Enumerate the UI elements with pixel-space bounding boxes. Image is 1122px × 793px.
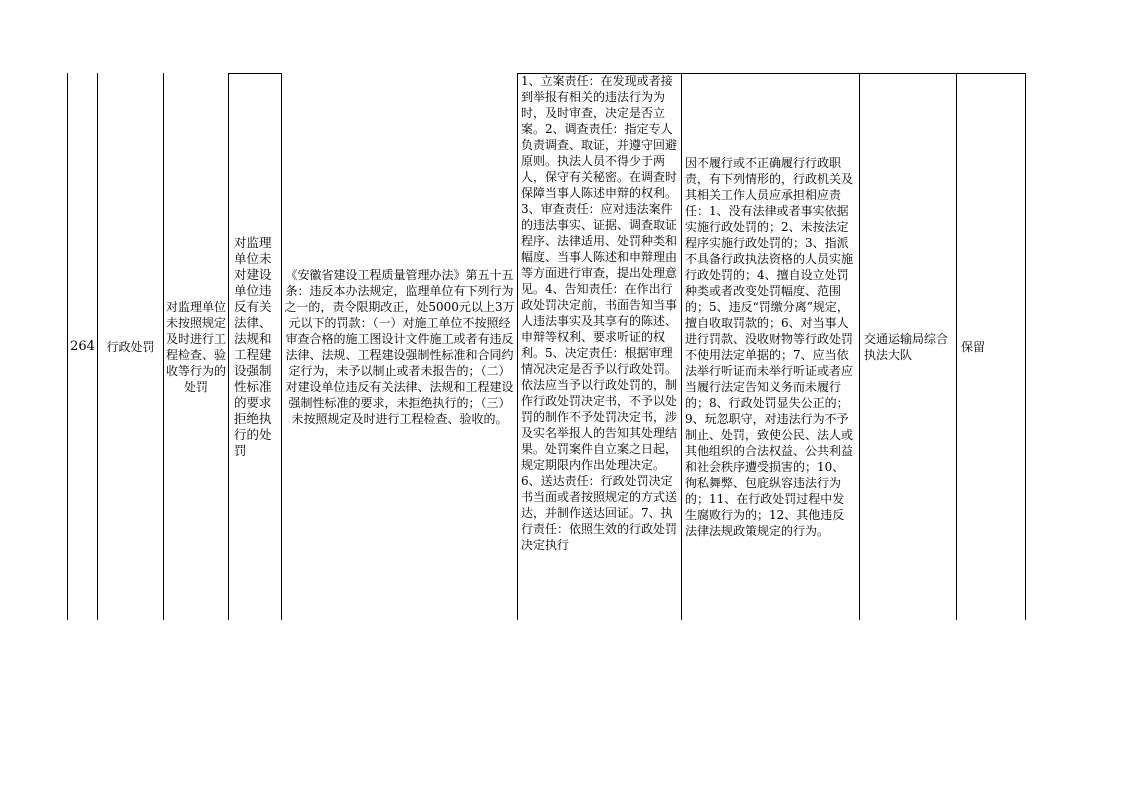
department-cell: 交通运输局综合执法大队	[864, 331, 949, 362]
legal-basis-cell: 《安徽省建设工程质量管理办法》第五十五条：违反本办法规定，监理单位有下列行为之一的，责令限期改正，处5000元以上3万元以下的罚款：（一）对施工单位不按照经审查合格的施工图设计文件施工或者有违反法律、法规、工程建设强制性标准和合同约定行为，未予以制止或者未报告的；（二）对建设单位违反有关法律、法规和工程建设强制性标准的要求，未拒绝执行的；（三）未按照规定及时进行工程检查、验收的。	[284, 267, 515, 426]
category-cell: 行政处罚	[106, 339, 155, 354]
item-name-cell: 对监理单位未按照规定及时进行工程检查、验收等行为的处罚	[166, 299, 227, 394]
row-number: 264	[70, 338, 95, 354]
grid-line	[1025, 73, 1026, 620]
status-cell: 保留	[961, 339, 986, 354]
responsibility-cell: 1、立案责任：在发现或者接到举报有相关的违法行为为时，及时审查，决定是否立案。2、调查责任：指定专人负责调查、取证，并遵守回避原则。执法人员不得少于两人，保守有关秘密。在调查时保障当事人陈述申辩的权利。3、审查责任：应对违法案件的违法事实、证据、调查取证程序、法律适用、处罚种类和幅度、当事人陈述和申辩理由等方面进行审查，提出处理意见。4、告知责任：在作出行政处罚决定前，书面告知当事人违法事实及其享有的陈述、申辩等权利、要求听证的权利。5、决定责任：根据审理情况决定是否予以行政处罚。依法应当予以行政处罚的，制作行政处罚决定书，不予以处罚的制作不予处罚决定书，涉及实名举报人的告知其处理结果。处罚案件自立案之日起，规定期限内作出处理决定。6、送达责任：行政处罚决定书当面或者按照规定的方式送达，并制作送达回证。7、执行责任：依照生效的行政处罚决定执行	[521, 74, 678, 552]
accountability-cell: 因不履行或不正确履行行政职责，有下列情形的，行政机关及其相关工作人员应承担相应责任：1、没有法律或者事实依据实施行政处罚的；2、未按法定程序实施行政处罚的；3、指派不具备行政执法资格的人员实施行政处罚的；4、擅自设立处罚种类或者改变处罚幅度、范围的；5、违反“罚缴分离”规定，擅自收取罚款的；6、对当事人进行罚款、没收财物等行政处罚不使用法定单据的；7、应当依法举行听证而未举行听证或者应当履行法定告知义务而未履行的；8、行政处罚显失公正的；9、玩忽职守，对违法行为不予制止、处罚，致使公民、法人或其他组织的合法权益、公共利益和社会秩序遭受损害的；10、徇私舞弊、包庇纵容违法行为的；11、在行政处罚过程中发生腐败行为的；12、其他违反法律法规政策规定的行为。	[685, 155, 854, 538]
sub-item-cell: 对监理单位未对建设单位违反有关法律、法规和工程建设强制性标准的要求拒绝执行的处罚	[234, 234, 272, 458]
